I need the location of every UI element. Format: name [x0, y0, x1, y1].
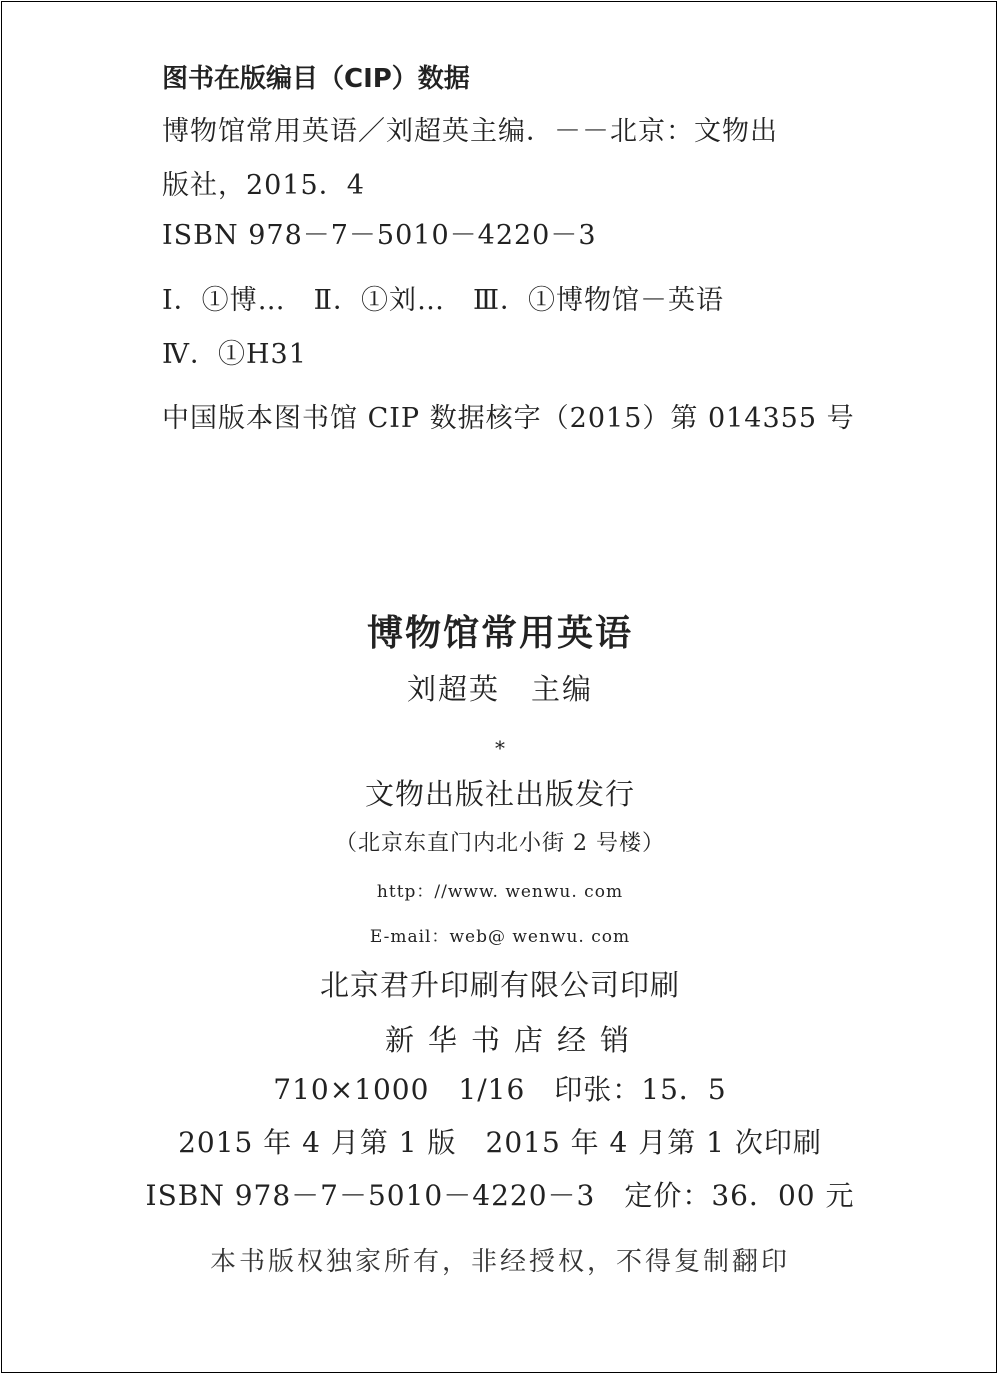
book-title: 博物馆常用英语 [366, 613, 633, 654]
copyright-notice: 本书版权独家所有，非经授权，不得复制翻印 [209, 1247, 790, 1277]
cip-entry-line: 博物馆常用英语／刘超英主编．－－北京：文物出 [162, 116, 778, 147]
copyright-page [1, 1, 997, 1373]
publisher: 文物出版社出版发行 [364, 777, 635, 811]
publisher-website: http：//www. wenwu. com [376, 882, 624, 902]
print-specification: 710×1000 1/16 印张：15．5 [273, 1073, 727, 1106]
publisher-email: E-mail：web@ wenwu. com [369, 927, 631, 947]
cip-isbn: ISBN 978－7－5010－4220－3 [162, 220, 597, 251]
cip-record-number: 中国版本图书馆 CIP 数据核字（2015）第 014355 号 [162, 403, 855, 434]
isbn-and-price: ISBN 978－7－5010－4220－3 定价：36．00 元 [145, 1179, 855, 1212]
cip-heading: 图书在版编目（CIP）数据 [162, 64, 470, 94]
publisher-address: （北京东直门内北小街 2 号楼） [335, 831, 665, 856]
distributor: 新华书店经销 [384, 1023, 643, 1057]
edition-info: 2015 年 4 月第 1 版 2015 年 4 月第 1 次印刷 [178, 1126, 822, 1159]
cip-subject-line: Ⅰ．①博… Ⅱ．①刘… Ⅲ．①博物馆－英语 [162, 285, 725, 316]
printer: 北京君升印刷有限公司印刷 [319, 968, 680, 1002]
editor-credit: 刘超英 主编 [406, 672, 593, 706]
cip-classification: Ⅳ．①H31 [162, 339, 307, 370]
separator-asterisk: * [495, 736, 505, 760]
cip-entry-line: 版社，2015．4 [162, 170, 365, 201]
